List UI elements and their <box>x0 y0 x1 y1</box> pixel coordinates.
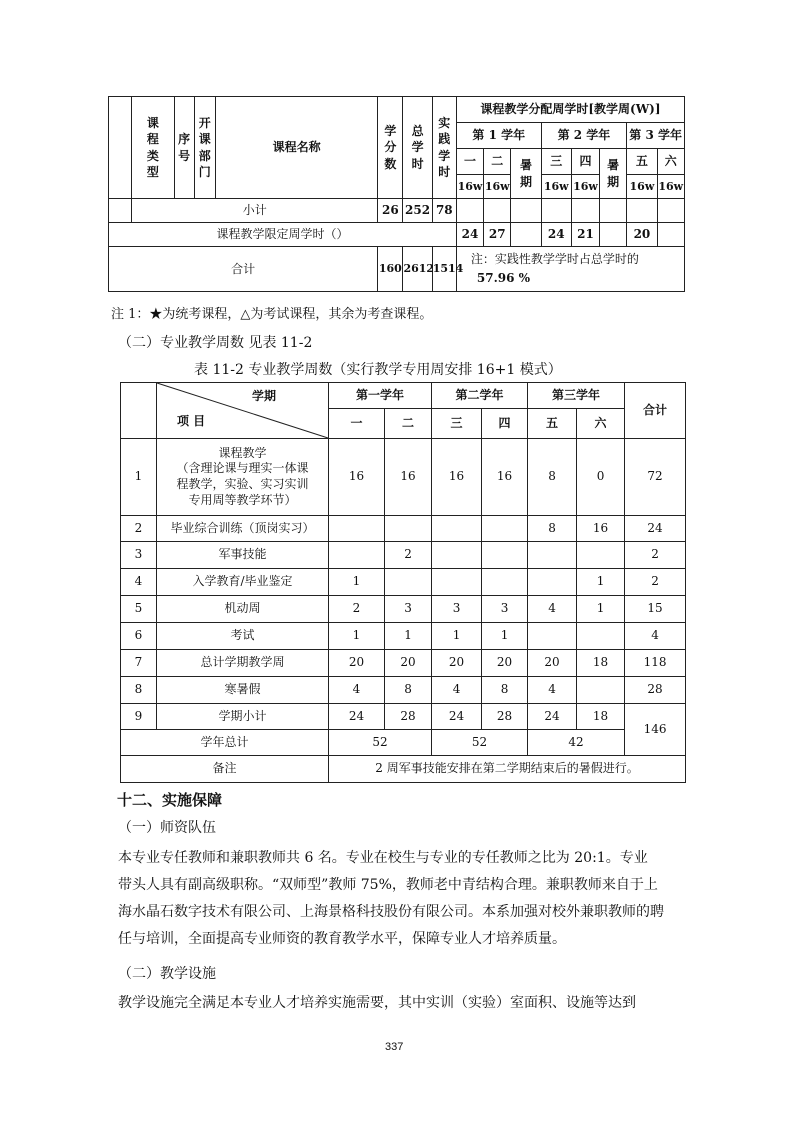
cell <box>627 199 657 223</box>
cell: 1 <box>432 623 482 650</box>
facilities-paragraph: 教学设施完全满足本专业人才培养实施需要，其中实训（实验）室面积、设施等达到 <box>118 995 636 1011</box>
cell: 1 <box>385 623 432 650</box>
table-row <box>121 569 686 596</box>
cell: 16 <box>385 439 432 516</box>
note-line2: 57.96 % <box>476 271 531 285</box>
cell: 2 <box>625 569 686 596</box>
cell <box>541 199 571 223</box>
para-line: 海水晶石数字技术有限公司、上海景格科技股份有限公司。本系加强对校外兼职教师的聘 <box>118 904 664 920</box>
practice-ratio-note <box>456 247 684 292</box>
cell <box>657 223 684 247</box>
cell: 4 <box>329 677 385 704</box>
cell: 16 <box>329 439 385 516</box>
blank-cell <box>121 383 157 439</box>
head-seq: 序号 <box>174 97 194 199</box>
limit-row <box>109 223 685 247</box>
cell <box>511 199 541 223</box>
row-item: 考试 <box>157 623 329 650</box>
year-total-label: 学年总计 <box>121 730 329 756</box>
cell: 18 <box>577 650 625 677</box>
cell: 20 <box>482 650 528 677</box>
weeks-2: 16w <box>484 175 511 199</box>
section-12-heading: 十二、实施保障 <box>117 791 223 809</box>
subtotal-label: 小计 <box>132 199 378 223</box>
cell <box>329 516 385 542</box>
head-summer-1: 暑期 <box>511 149 541 199</box>
cell: 16 <box>577 516 625 542</box>
row-item: 总计学期教学周 <box>157 650 329 677</box>
weeks-4: 16w <box>571 175 599 199</box>
table-row <box>121 439 686 516</box>
cell: 4 <box>432 677 482 704</box>
page-number: 337 <box>385 1041 404 1053</box>
head-credit: 学分数 <box>378 97 403 199</box>
cell: 20 <box>528 650 577 677</box>
year-total-3: 42 <box>528 730 625 756</box>
cell <box>385 516 432 542</box>
row-no: 3 <box>121 542 157 569</box>
total-credit: 160 <box>378 247 403 292</box>
row-no: 2 <box>121 516 157 542</box>
row-no: 1 <box>121 439 157 516</box>
cell: 24 <box>625 516 686 542</box>
cell: 20 <box>432 650 482 677</box>
head-year1: 第一学年 <box>329 383 432 409</box>
year-total-row <box>121 730 686 756</box>
row-no: 9 <box>121 704 157 730</box>
head-total: 合计 <box>625 383 686 439</box>
row-item <box>157 439 329 516</box>
row-item-title: 课程教学 <box>218 445 267 460</box>
head-year2: 第 2 学年 <box>541 123 627 149</box>
row-no: 8 <box>121 677 157 704</box>
head-sem1: 一 <box>456 149 483 175</box>
remark-row <box>121 756 686 783</box>
head-s3: 三 <box>432 409 482 439</box>
cell: 28 <box>385 704 432 730</box>
weeks-3: 16w <box>541 175 571 199</box>
head-s5: 五 <box>528 409 577 439</box>
row-item-line: 程教学，实验、实习实训 <box>176 477 309 491</box>
head-s2: 二 <box>385 409 432 439</box>
cell <box>432 542 482 569</box>
cell: 2 <box>329 596 385 623</box>
row-item: 学期小计 <box>157 704 329 730</box>
cell: 3 <box>482 596 528 623</box>
cell <box>528 542 577 569</box>
total-practice: 1514 <box>432 247 456 292</box>
cell: 0 <box>577 439 625 516</box>
cell <box>432 569 482 596</box>
cell: 15 <box>625 596 686 623</box>
head-summer-2: 暑期 <box>600 149 627 199</box>
cell <box>577 623 625 650</box>
row-item: 寒暑假 <box>157 677 329 704</box>
head-total-hours: 总学时 <box>403 97 432 199</box>
cell <box>571 199 599 223</box>
row-item-line: 专用周等教学环节） <box>188 492 297 507</box>
remark-label: 备注 <box>121 756 329 783</box>
head-sem6: 六 <box>657 149 684 175</box>
cell: 8 <box>528 516 577 542</box>
total-hours: 2612 <box>403 247 432 292</box>
cell: 1 <box>577 596 625 623</box>
row-no: 6 <box>121 623 157 650</box>
cell <box>484 199 511 223</box>
table-row <box>121 623 686 650</box>
subtotal-row <box>109 199 685 223</box>
head-course-name: 课程名称 <box>215 97 377 199</box>
cell: 20 <box>385 650 432 677</box>
row-no: 5 <box>121 596 157 623</box>
cell: 24 <box>528 704 577 730</box>
head-s6: 六 <box>577 409 625 439</box>
row-item-line: （含理论课与理实一体课 <box>176 461 309 476</box>
head-s1: 一 <box>329 409 385 439</box>
row-item: 机动周 <box>157 596 329 623</box>
note-1: 注 1：★为统考课程，△为考试课程，其余为考查课程。 <box>111 307 433 322</box>
weeks-1: 16w <box>456 175 483 199</box>
head-item: 项 目 <box>177 414 206 429</box>
remark-text: 2 周军事技能安排在第二学期结束后的暑假进行。 <box>329 756 686 783</box>
head-sem2: 二 <box>484 149 511 175</box>
para-line: 任与培训，全面提高专业师资的教育教学水平，保障专业人才培养质量。 <box>118 931 566 947</box>
cell <box>482 542 528 569</box>
cell <box>482 516 528 542</box>
cell: 8 <box>385 677 432 704</box>
head-s4: 四 <box>482 409 528 439</box>
cell <box>456 199 483 223</box>
head-practice-hours: 实践学时 <box>432 97 456 199</box>
cell <box>528 623 577 650</box>
head-alloc-title: 课程教学分配周学时[教学周(W)] <box>456 97 684 123</box>
limit-s3: 24 <box>541 223 571 247</box>
cell: 72 <box>625 439 686 516</box>
year-total-2: 52 <box>432 730 528 756</box>
cell <box>432 516 482 542</box>
cell: 8 <box>528 439 577 516</box>
cell <box>528 569 577 596</box>
table-row <box>121 677 686 704</box>
faculty-paragraph <box>118 845 698 953</box>
cell <box>511 223 541 247</box>
cell: 1 <box>577 569 625 596</box>
cell: 4 <box>528 677 577 704</box>
cell <box>577 542 625 569</box>
para-line: 带头人具有副高级职称。“双师型”教师 75%，教师老中青结构合理。兼职教师来自于上 <box>118 877 658 893</box>
cell: 3 <box>385 596 432 623</box>
cell: 8 <box>482 677 528 704</box>
row-no: 7 <box>121 650 157 677</box>
cell <box>385 569 432 596</box>
section-12-2-heading: （二）教学设施 <box>118 966 216 982</box>
head-sem3: 三 <box>541 149 571 175</box>
limit-s2: 27 <box>484 223 511 247</box>
cell <box>329 542 385 569</box>
cell: 118 <box>625 650 686 677</box>
cell: 18 <box>577 704 625 730</box>
cell: 16 <box>482 439 528 516</box>
row-no: 4 <box>121 569 157 596</box>
limit-s5: 20 <box>627 223 657 247</box>
limit-label: 课程教学限定周学时（） <box>109 223 457 247</box>
table-caption: 表 11-2 专业教学周数（实行教学专用周安排 16+1 模式） <box>194 362 562 378</box>
course-table <box>108 96 685 292</box>
head-year3: 第三学年 <box>528 383 625 409</box>
head-sem4: 四 <box>571 149 599 175</box>
cell: 2 <box>385 542 432 569</box>
note-line1: 注：实践性教学学时占总学时的 <box>470 251 639 266</box>
cell: 4 <box>528 596 577 623</box>
cell: 28 <box>482 704 528 730</box>
cell: 28 <box>625 677 686 704</box>
weeks-5: 16w <box>627 175 657 199</box>
cell <box>600 199 627 223</box>
head-sem5: 五 <box>627 149 657 175</box>
cell: 3 <box>432 596 482 623</box>
head-term: 学期 <box>251 389 276 403</box>
subtotal-practice: 78 <box>432 199 456 223</box>
cell <box>600 223 627 247</box>
total-row <box>109 247 685 292</box>
table-row <box>121 704 686 730</box>
cell: 24 <box>432 704 482 730</box>
cell: 1 <box>329 623 385 650</box>
head-year1: 第 1 学年 <box>456 123 541 149</box>
total-label: 合计 <box>109 247 378 292</box>
row-item: 入学教育/毕业鉴定 <box>157 569 329 596</box>
cell: 1 <box>482 623 528 650</box>
limit-s1: 24 <box>456 223 483 247</box>
teaching-weeks-table <box>120 382 686 783</box>
cell <box>577 677 625 704</box>
head-year3: 第 3 学年 <box>627 123 685 149</box>
subtotal-credit: 26 <box>378 199 403 223</box>
cell <box>657 199 684 223</box>
table-row <box>121 542 686 569</box>
row-item: 毕业综合训练（顶岗实习） <box>157 516 329 542</box>
subtotal-total: 252 <box>403 199 432 223</box>
cell: 24 <box>329 704 385 730</box>
weeks-6: 16w <box>657 175 684 199</box>
year-total-1: 52 <box>329 730 432 756</box>
para-line: 本专业专任教师和兼职教师共 6 名。专业在校生与专业的专任教师之比为 20:1。专业 <box>118 850 648 866</box>
cell: 20 <box>329 650 385 677</box>
section-12-1-heading: （一）师资队伍 <box>118 820 216 836</box>
blank-cell <box>109 97 132 199</box>
blank-cell <box>109 199 132 223</box>
cell: 4 <box>625 623 686 650</box>
head-dept: 开课部门 <box>194 97 215 199</box>
row-item: 军事技能 <box>157 542 329 569</box>
limit-s4: 21 <box>571 223 599 247</box>
cell: 146 <box>625 704 686 756</box>
head-course-type: 课程类型 <box>132 97 174 199</box>
cell: 2 <box>625 542 686 569</box>
section-weeks-heading: （二）专业教学周数 见表 11-2 <box>118 335 313 351</box>
head-year2: 第二学年 <box>432 383 528 409</box>
header-diagonal-cell <box>157 383 329 439</box>
table-row <box>121 596 686 623</box>
table-row <box>121 516 686 542</box>
cell <box>482 569 528 596</box>
cell: 16 <box>432 439 482 516</box>
cell: 1 <box>329 569 385 596</box>
table-row <box>121 650 686 677</box>
